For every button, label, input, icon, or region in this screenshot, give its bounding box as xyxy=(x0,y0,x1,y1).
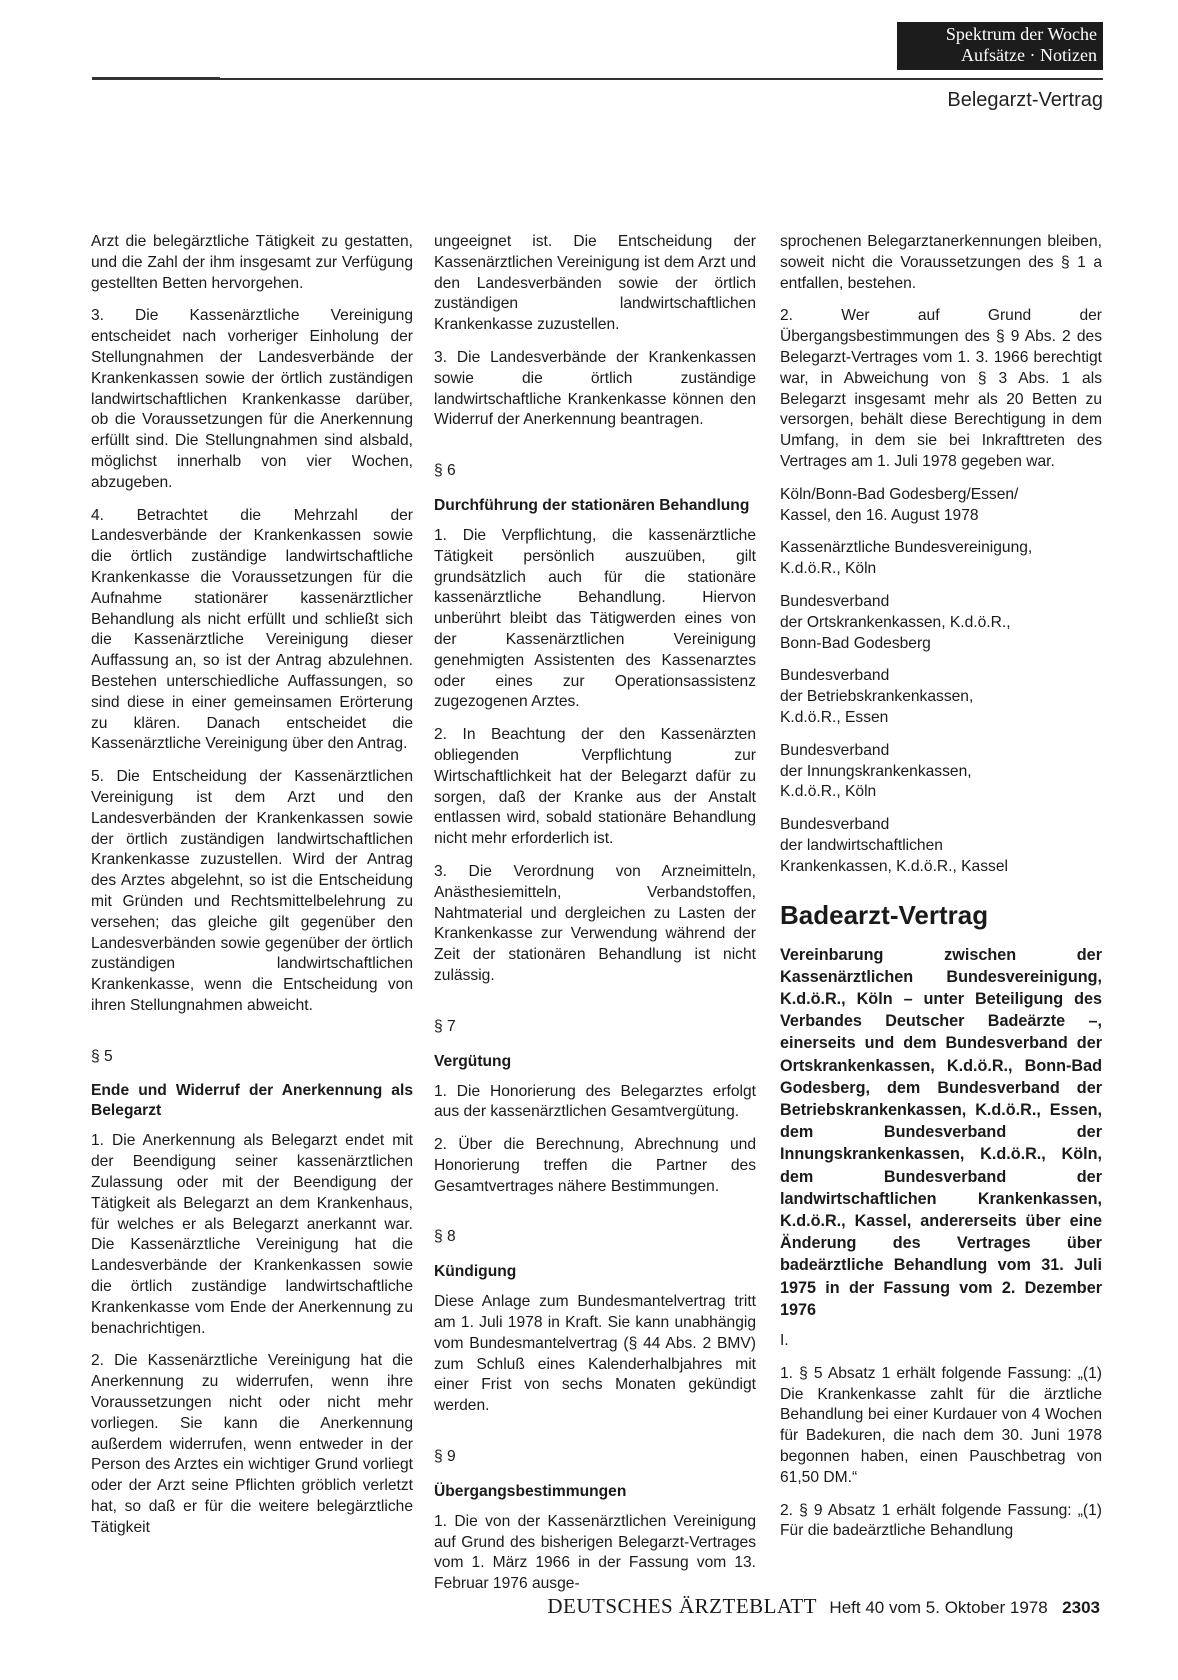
journal-name: DEUTSCHES ÄRZTEBLATT xyxy=(547,1594,817,1618)
paragraph: 1. Die Honorierung des Belegarztes erfolgt aus der kassenärztlichen Gesamtvergütung. xyxy=(434,1082,756,1121)
page-footer xyxy=(0,1594,1100,1619)
paragraph: 3. Die Landesverbände der Krankenkassen sowie die örtlich zuständige landwirtschaftliche Krankenkasse können den Widerruf der Anerkennung beantragen. xyxy=(434,348,756,429)
paragraph: 2. Die Kassenärztliche Vereinigung hat die Anerkennung zu widerrufen, wenn ihre Voraussetzungen nicht oder nicht mehr vorliegen. Sie kann die Anerkennung außerdem widerrufen, wenn entweder in der Person des Arztes ein wichtiger Grund vorliegt oder der Arzt seine Pflichten gröblich verletzt hat, so daß er für die weitere belegärztliche Tätigkeit xyxy=(91,1352,413,1536)
paragraph: 3. Die Verordnung von Arzneimitteln, Anästhesiemitteln, Verbandstoffen, Nahtmaterial und dergleichen zu Lasten der Krankenkasse zur Verwendung während der Zeit der stationären Behandlung ist nicht zulässig. xyxy=(434,862,756,984)
section-number: § 9 xyxy=(434,1448,456,1466)
paragraph: Arzt die belegärztliche Tätigkeit zu gestatten, und die Zahl der ihm insgesamt zur Verfügung gestellten Betten hervorgehen. xyxy=(91,233,413,292)
paragraph: 5. Die Entscheidung der Kassenärztlichen Vereinigung ist dem Arzt und den Landesverbänden der Krankenkassen sowie der örtlich zuständigen landwirtschaftlichen Krankenkasse zuzustellen. Wird der Antrag des Arztes abgelehnt, so ist die Entscheidung mit Gründen und Rechtsmittelbelehrung zu versehen; das gleiche gilt gegenüber den Landesverbänden sowie gegenüber der örtlich zuständigen landwirtschaftlichen Krankenkasse, wenn die Entscheidung von ihren Stellungnahmen abweicht. xyxy=(91,768,413,1014)
paragraph: ungeeignet ist. Die Entscheidung der Kassenärztlichen Vereinigung ist dem Arzt und den Landesverbänden sowie der örtlich zuständigen landwirtschaftlichen Krankenkasse zuzustellen. xyxy=(434,233,756,334)
paragraph: 1. Die Anerkennung als Belegarzt endet mit der Beendigung seiner kassenärztlichen Zulassung oder mit der Beendigung der Tätigkeit als Belegarzt an dem Krankenhaus, für welches er als Belegarzt anerkannt war. Die Kassenärztliche Vereinigung hat die Landesverbände der Krankenkassen sowie die örtlich zuständige landwirtschaftliche Krankenkasse vom Ende der Anerkennung zu benachrichtigen. xyxy=(91,1132,413,1337)
section-heading: Durchführung der stationären Behandlung xyxy=(434,496,750,514)
paragraph: 1. § 5 Absatz 1 erhält folgende Fassung: „(1) Die Krankenkasse zahlt für die ärztliche Behandlung bei einer Kurdauer von 4 Wochen für Badekuren, die nach dem 30. Juni 1978 begonnen haben, einen Pauschbetrag von 61,50 DM.“ xyxy=(780,1364,1102,1486)
header-rule xyxy=(92,78,1103,80)
signatory-block: Bundesverband der landwirtschaftlichen Krankenkassen, K.d.ö.R., Kassel xyxy=(780,816,1008,875)
header-box-line2: Aufsätze · Notizen xyxy=(961,45,1097,65)
issue-info: Heft 40 vom 5. Oktober 1978 xyxy=(829,1598,1048,1617)
section-number: § 6 xyxy=(434,462,456,480)
section-heading: Vergütung xyxy=(434,1052,512,1070)
paragraph: 2. In Beachtung der den Kassenärzten obliegenden Verpflichtung zur Wirtschaftlichkeit hat der Belegarzt dafür zu sorgen, daß der Kranke aus der Anstalt entlassen wird, sobald stationäre Behandlung nicht mehr erforderlich ist. xyxy=(434,726,756,848)
section-heading: Ende und Widerruf der Anerkennung als Belegarzt xyxy=(91,1082,413,1120)
paragraph: I. xyxy=(780,1331,789,1349)
page-number: 2303 xyxy=(1062,1598,1100,1617)
paragraph: 1. Die Verpflichtung, die kassenärztliche Tätigkeit persönlich auszuüben, gilt grundsätzlich auch für die stationäre kassenärztliche Behandlung. Hiervon unberührt bleibt das Tätigwerden eines von der Kassenärztlichen Vereinigung genehmigten Assistenten des Kassenarztes oder eines zur Operationsassistenz zugezogenen Arztes. xyxy=(434,526,756,711)
paragraph: 2. § 9 Absatz 1 erhält folgende Fassung: „(1) Für die badeärztliche Behandlung xyxy=(780,1501,1102,1540)
section-number: § 7 xyxy=(434,1017,456,1035)
header-box-line1: Spektrum der Woche xyxy=(945,24,1097,44)
text-column-1 xyxy=(91,232,413,1551)
article-title: Badearzt-Vertrag xyxy=(780,899,989,930)
signatory-block: Bundesverband der Ortskrankenkassen, K.d.ö.R., Bonn-Bad Godesberg xyxy=(780,592,1011,652)
signatory-block: Kassenärztliche Bundesvereinigung, K.d.ö.R., Köln xyxy=(780,539,1033,578)
section-number: § 8 xyxy=(434,1228,456,1246)
section-label: Belegarzt-Vertrag xyxy=(947,89,1103,111)
section-number: § 5 xyxy=(91,1047,113,1065)
signatory-block: Bundesverband der Innungskrankenkassen, K.d.ö.R., Köln xyxy=(780,741,972,801)
section-heading: Übergangsbestimmungen xyxy=(434,1482,627,1500)
text-column-2 xyxy=(434,232,756,1607)
paragraph: 2. Über die Berechnung, Abrechnung und Honorierung treffen die Partner des Gesamtvertrages nähere Bestimmungen. xyxy=(434,1136,756,1195)
section-heading: Kündigung xyxy=(434,1263,517,1281)
paragraph: sprochenen Belegarztanerkennungen bleiben, soweit nicht die Voraussetzungen des § 1 a entfallen, bestehen. xyxy=(780,233,1102,292)
paragraph: 2. Wer auf Grund der Übergangsbestimmungen des § 9 Abs. 2 des Belegarzt-Vertrages vom 1. 3. 1966 berechtigt war, in Abweichung von § 3 Abs. 1 als Belegarzt insgesamt mehr als 20 Betten zu versorgen, behält diese Berechtigung in dem Umfang, in dem sie bei Inkrafttreten des Vertrages am 1. Juli 1978 gegeben war. xyxy=(780,307,1102,470)
agreement-preamble: Vereinbarung zwischen der Kassenärztlichen Bundesvereinigung, K.d.ö.R., Köln – unter Beteiligung des Verbandes Deutscher Badeärzte –, einerseits und dem Bundesverband der Ortskrankenkassen, K.d.ö.R., Bonn-Bad Godesberg, dem Bundesverband der Betriebskrankenkassen, K.d.ö.R., Essen, dem Bundesverband der Innungskrankenkassen, K.d.ö.R., Köln, dem Bundesverband der landwirtschaftlichen Krankenkassen, K.d.ö.R., Kassel, andererseits über eine Änderung des Vertrages über badeärztliche Behandlung vom 31. Juli 1975 in der Fassung vom 2. Dezember 1976 xyxy=(780,945,1102,1319)
paragraph: Diese Anlage zum Bundesmantelvertrag tritt am 1. Juli 1978 in Kraft. Sie kann unabhängig vom Bundesmantelvertrag (§ 44 Abs. 2 BMV) zum Schluß eines Kalenderhalbjahres mit einer Frist von sechs Monaten gekündigt werden. xyxy=(434,1293,756,1415)
signatory-block: Bundesverband der Betriebskrankenkassen, K.d.ö.R., Essen xyxy=(780,667,974,726)
paragraph: 3. Die Kassenärztliche Vereinigung entscheidet nach vorheriger Einholung der Stellungnahmen der Landesverbände der Krankenkassen sowie der örtlich zuständigen landwirtschaftlichen Krankenkasse darüber, ob die Voraussetzungen für die Anerkennung erfüllt sind. Die Stellungnahmen sind alsbald, möglichst innerhalb von vier Wochen, abzugeben. xyxy=(91,307,413,491)
paragraph: 1. Die von der Kassenärztlichen Vereinigung auf Grund des bisherigen Belegarzt-Vertrages vom 1. März 1966 in der Fassung vom 13. Februar 1976 ausge- xyxy=(434,1512,756,1593)
paragraph: 4. Betrachtet die Mehrzahl der Landesverbände der Krankenkassen sowie die örtlich zuständige landwirtschaftliche Krankenkasse die Voraussetzungen für die Aufnahme stationärer kassenärztlicher Behandlung als nicht erfüllt und schließt sich die Kassenärztliche Vereinigung dieser Auffassung an, so ist der Antrag abzulehnen. Bestehen unterschiedliche Auffassungen, so sind diese in einer gemeinsamen Erörterung zu klären. Danach entscheidet die Kassenärztliche Vereinigung über den Antrag. xyxy=(91,506,413,753)
text-column-3 xyxy=(780,232,1102,1554)
section-header-box xyxy=(897,22,1103,70)
signatory-block: Köln/Bonn-Bad Godesberg/Essen/ Kassel, den 16. August 1978 xyxy=(780,485,1019,524)
